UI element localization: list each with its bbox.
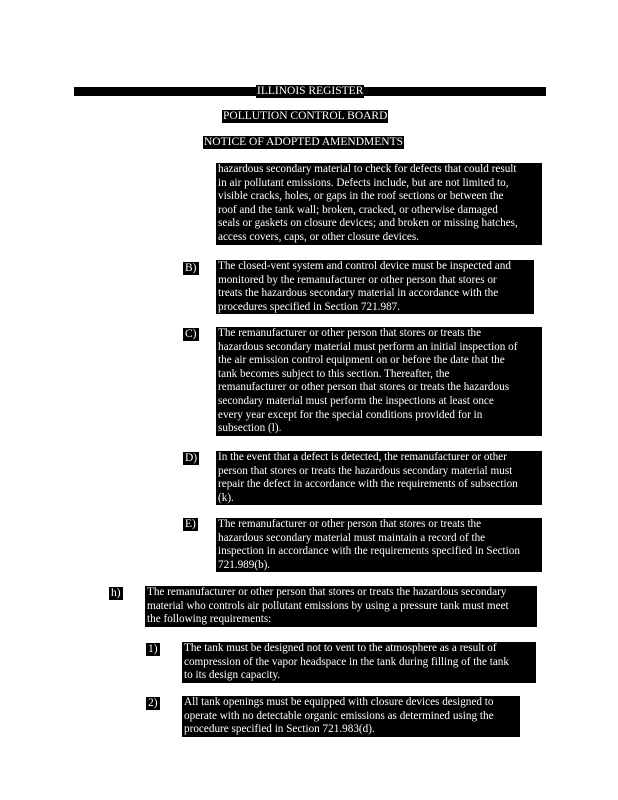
text-line: The remanufacturer or other person that stores or treats the — [218, 518, 482, 530]
text-line: visible cracks, holes, or gaps in the roof sections or between the — [218, 190, 504, 203]
text-line: person that stores or treats the hazardous secondary material must — [218, 464, 513, 477]
text-line: secondary material must perform the inspections at least once — [218, 394, 494, 407]
subitem-2-label: 2) — [148, 697, 158, 709]
text-line: inspection in accordance with the requirements specified in Section — [218, 545, 520, 558]
text-line: hazardous secondary material must maintain a record of the — [218, 531, 486, 544]
item-b-label: B) — [185, 262, 197, 274]
item-c-label: C) — [185, 328, 197, 340]
text-line: hazardous secondary material must perform an initial inspection of — [218, 340, 518, 353]
text-line: repair the defect in accordance with the requirements of subsection — [218, 478, 518, 491]
text-line: seals or gaskets on closure devices; and broken or missing hatches, — [218, 217, 518, 230]
section-h-label: h) — [111, 587, 121, 599]
item-e-paragraph — [216, 518, 542, 572]
text-line: 721.989(b). — [218, 558, 271, 571]
text-line: The remanufacturer or other person that stores or treats the — [218, 327, 482, 339]
text-line: access covers, caps, or other closure devices. — [218, 230, 419, 243]
text-line: treats the hazardous secondary material in accordance with the — [218, 287, 499, 300]
text-line: remanufacturer or other person that stores or treats the hazardous — [218, 381, 510, 394]
text-line: roof and the tank wall; broken, cracked, or otherwise damaged — [218, 203, 498, 216]
text-line: in air pollutant emissions. Defects include, but are not limited to, — [218, 176, 509, 189]
text-line: to its design capacity. — [184, 669, 281, 682]
continuation-paragraph — [216, 163, 542, 245]
item-d-paragraph — [216, 451, 542, 505]
text-line: procedures specified in Section 721.987. — [218, 300, 401, 313]
item-c-paragraph — [216, 327, 542, 436]
text-line: The remanufacturer or other person that stores or treats the hazardous secondary — [147, 586, 507, 598]
subitem-1-label: 1) — [148, 643, 158, 655]
text-line: material who controls air pollutant emissions by using a pressure tank must meet — [147, 599, 509, 612]
text-line: tank becomes subject to this section. Thereafter, the — [218, 367, 450, 380]
subitem-1-paragraph — [182, 642, 536, 683]
text-line: All tank openings must be equipped with closure devices designed to — [184, 696, 494, 708]
text-line: hazardous secondary material to check for defects that could result — [218, 163, 517, 175]
item-d-label: D) — [185, 452, 198, 464]
item-b-paragraph — [216, 260, 534, 314]
section-h-paragraph — [145, 586, 537, 627]
text-line: the following requirements: — [147, 613, 272, 626]
text-line: monitored by the remanufacturer or other person that stores or — [218, 273, 497, 286]
text-line: The tank must be designed not to vent to the atmosphere as a result of — [184, 642, 497, 654]
text-line: procedure specified in Section 721.983(d). — [184, 723, 375, 736]
notice-title: NOTICE OF ADOPTED AMENDMENTS — [204, 136, 404, 148]
board-title: POLLUTION CONTROL BOARD — [223, 110, 388, 122]
text-line: operate with no detectable organic emissions as determined using the — [184, 709, 494, 722]
text-line: compression of the vapor headspace in the tank during filling of the tank — [184, 655, 509, 668]
text-line: the air emission control equipment on or before the date that the — [218, 354, 505, 367]
text-line: (k). — [218, 491, 234, 504]
text-line: subsection (l). — [218, 422, 282, 435]
text-line: In the event that a defect is detected, the remanufacturer or other — [218, 451, 507, 463]
subitem-2-paragraph — [182, 696, 520, 737]
register-title: ILLINOIS REGISTER — [257, 85, 364, 97]
text-line: every year except for the special conditions provided for in — [218, 408, 483, 421]
text-line: The closed-vent system and control device must be inspected and — [218, 260, 511, 272]
item-e-label: E) — [185, 518, 196, 530]
